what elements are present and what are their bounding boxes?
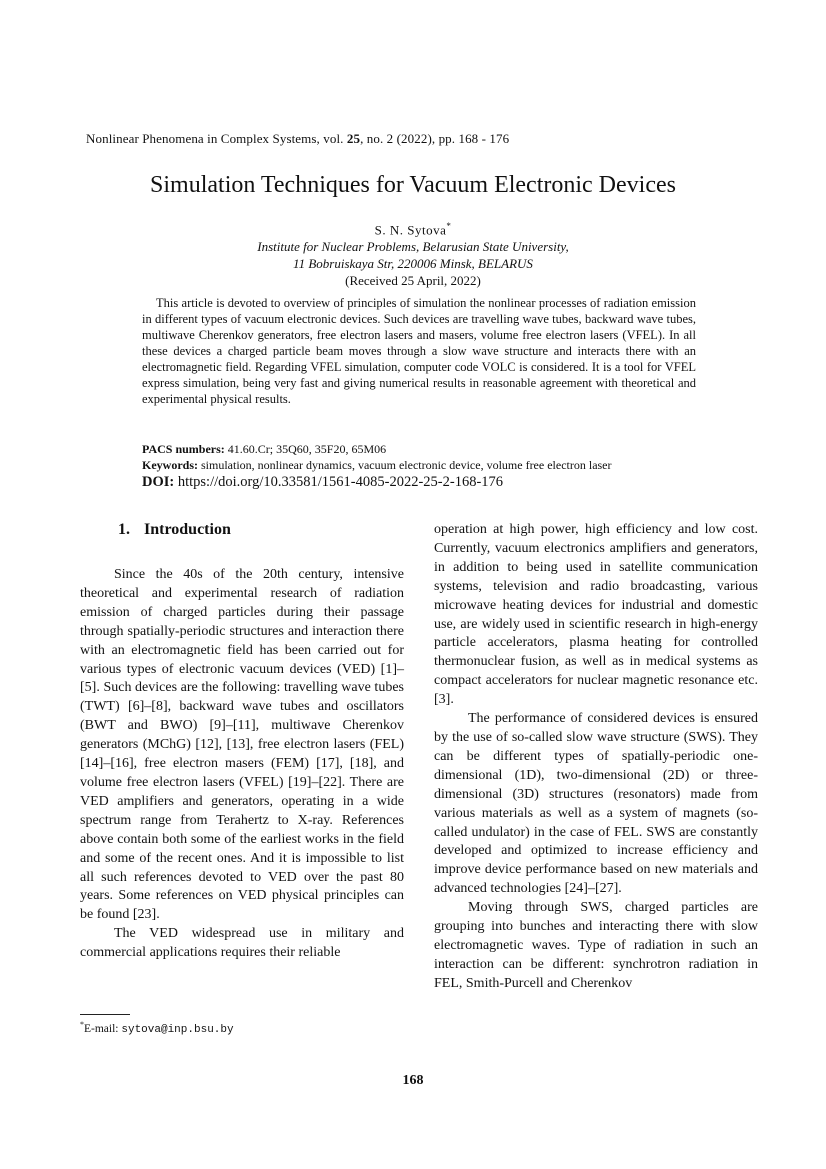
affiliation-line-1: Institute for Nuclear Problems, Belarusian State University, [257,239,569,255]
footnote-email[interactable]: sytova@inp.bsu.by [121,1023,234,1036]
received-date: (Received 25 April, 2022) [345,273,481,289]
right-paragraph-3: Moving through SWS, charged particles are grouping into bunches and interacting there with slow electromagnetic waves. Type of radiation in such an interaction can be different: synchrotron radiation in FEL, Smith-Purcell and Cherenkov [434,900,758,991]
right-paragraph-1: operation at high power, high efficiency and low cost. Currently, vacuum electronics amplifiers and generators, in addition to being used in satellite communication systems, television and radio broadcasting, various microwave heating devices for industrial and domestic use, are widely used in scientific research in high-energy particle accelerators, plasma heating for controlled thermonuclear fusion, as well as in medical systems as compact accelerators for nuclear magnetic resonance etc. [3]. [434,522,758,708]
keywords-value: simulation, nonlinear dynamics, vacuum electronic device, volume free electron laser [201,458,612,472]
footnote [80,1020,234,1036]
doi-label: DOI: [142,474,175,490]
paper-meta [142,441,702,492]
author-block [0,218,826,289]
footnote-mark: * [80,1020,84,1029]
pacs-value: 41.60.Cr; 35Q60, 35F20, 65M06 [227,442,387,456]
section-heading [118,520,404,540]
pacs-label: PACS numbers: [142,442,225,456]
right-paragraph-2: The performance of considered devices is ensured by the use of so-called slow wave structure (SWS). They can be different types of spatially-periodic one-dimensional (1D), two-dimensional (2D) or three-dimensional (3D) structures (resonators) made from various materials as well as a system of magnets (so-called undulator) in the case of FEL. SWS are constantly developed and optimized to increase efficiency and improve device performance based on new materials and advanced technologies [24]–[27]. [434,711,758,897]
section-title: Introduction [144,521,231,538]
left-paragraph-1: Since the 40s of the 20th century, intensive theoretical and experimental research of radiation emission of charged particles during their passage through spatially-periodic structures and interaction there with an electromagnetic field has been carried out for various types of electronic vacuum devices (VED) [1]–[5]. Such devices are the following: travelling wave tubes (TWT) [6]–[8], backward wave tubes and oscillators (BWT and BWO) [9]–[11], multiwave Cherenkov generators (MChG) [12], [13], free electron lasers (FEL) [14]–[16], free electron masers (FEM) [17], [18], and volume free electron lasers (VFEL) [19]–[22]. There are VED amplifiers and generators, operating in a wide spectrum range from Terahertz to X-ray. References above contain both some of the earliest works in the field and some of the recent ones. And it is impossible to list all such references devoted to VED over the past 80 years. Some references on VED physical principles can be found [23]. [80,567,404,923]
right-column [434,521,758,994]
footnote-label: E-mail: [84,1022,122,1035]
keywords-label: Keywords: [142,458,198,472]
doi-line [142,473,702,492]
author-name: S. N. Sytova* [374,221,452,238]
author-footnote-mark: * [446,221,452,231]
journal-header [86,131,509,147]
pacs-line [142,441,702,457]
footnote-rule [80,1014,130,1015]
page-number: 168 [402,1073,424,1088]
left-paragraph-2: The VED widespread use in military and commercial applications requires their reliable [80,926,404,961]
section-number: 1. [118,521,130,538]
journal-volume: 25 [346,131,361,146]
keywords-line [142,457,702,473]
journal-name: Nonlinear Phenomena in Complex Systems, vol. [86,131,344,146]
abstract: This article is devoted to overview of principles of simulation the nonlinear processes of radiation emission in different types of vacuum electronic devices. Such devices are travelling wave tubes, backward wave tubes, multiwave Cherenkov generators, free electron lasers and masers, volume free electron lasers (VFEL). In all these devices a charged particle beam moves through a slow wave structure and interacts there with an electromagnetic field. Regarding VFEL simulation, computer code VOLC is considered. It is a tool for VFEL express simulation, being very fast and giving numerical results in reasonable agreement with theoretical and experimental physical results. [142,296,696,406]
affiliation-line-2: 11 Bobruiskaya Str, 220006 Minsk, BELARUS [293,256,533,272]
doi-link[interactable]: https://doi.org/10.33581/1561-4085-2022-25-2-168-176 [177,474,504,490]
paper-title: Simulation Techniques for Vacuum Electronic Devices [150,172,676,198]
left-column [80,520,404,963]
journal-issue-pages: , no. 2 (2022), pp. 168 - 176 [360,131,510,146]
